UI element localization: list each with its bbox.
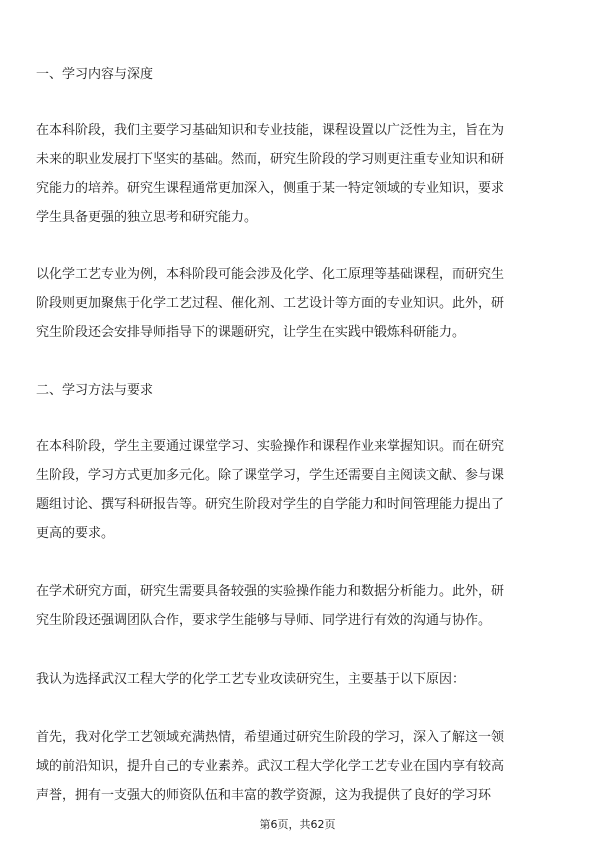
paragraph-4 <box>36 577 561 635</box>
paragraph-line: 阶段则更加聚焦于化学工艺过程、催化剂、工艺设计等方面的专业知识。此外，研 <box>36 296 505 311</box>
paragraph-line: 究能力的培养。研究生课程通常更加深入，侧重于某一特定领域的专业知识，要求 <box>36 181 505 196</box>
page-number: 第6页，共62页 <box>259 818 336 831</box>
paragraph-line: 声誉，拥有一支强大的师资队伍和丰富的教学资源，这为我提供了良好的学习环 <box>36 788 492 803</box>
paragraph-3 <box>36 432 561 548</box>
paragraph-5 <box>36 665 561 694</box>
paragraph-line: 在学术研究方面，研究生需要具备较强的实验操作能力和数据分析能力。此外，研 <box>36 584 505 599</box>
paragraph-line: 究生阶段还强调团队合作，要求学生能够与导师、同学进行有效的沟通与协作。 <box>36 613 492 628</box>
paragraph-line: 生阶段，学习方式更加多元化。除了课堂学习，学生还需要自主阅读文献、参与课 <box>36 468 505 483</box>
paragraph-line: 未来的职业发展打下坚实的基础。然而，研究生阶段的学习则更注重专业知识和研 <box>36 152 505 167</box>
paragraph-line: 究生阶段还会安排导师指导下的课题研究，让学生在实践中锻炼科研能力。 <box>36 325 466 340</box>
paragraph-1 <box>36 116 561 232</box>
paragraph-2 <box>36 260 561 347</box>
paragraph-6 <box>36 723 561 810</box>
paragraph-line: 题组讨论、撰写科研报告等。研究生阶段对学生的自学能力和时间管理能力提出了 <box>36 497 505 512</box>
paragraph-line: 我认为选择武汉工程大学的化学工艺专业攻读研究生，主要基于以下原因： <box>36 672 466 687</box>
paragraph-line: 以化学工艺专业为例，本科阶段可能会涉及化学、化工原理等基础课程，而研究生 <box>36 267 505 282</box>
paragraph-line: 学生具备更强的独立思考和研究能力。 <box>36 210 258 225</box>
section-heading-1: 一、学习内容与深度 <box>36 67 154 82</box>
paragraph-line: 域的前沿知识，提升自己的专业素养。武汉工程大学化学工艺专业在国内享有较高 <box>36 759 505 774</box>
paragraph-line: 更高的要求。 <box>36 526 115 541</box>
paragraph-line: 在本科阶段，学生主要通过课堂学习、实验操作和课程作业来掌握知识。而在研究 <box>36 439 505 454</box>
paragraph-line: 在本科阶段，我们主要学习基础知识和专业技能，课程设置以广泛性为主，旨在为 <box>36 123 505 138</box>
paragraph-line: 首先，我对化学工艺领域充满热情，希望通过研究生阶段的学习，深入了解这一领 <box>36 730 505 745</box>
section-heading-2: 二、学习方法与要求 <box>36 383 154 398</box>
